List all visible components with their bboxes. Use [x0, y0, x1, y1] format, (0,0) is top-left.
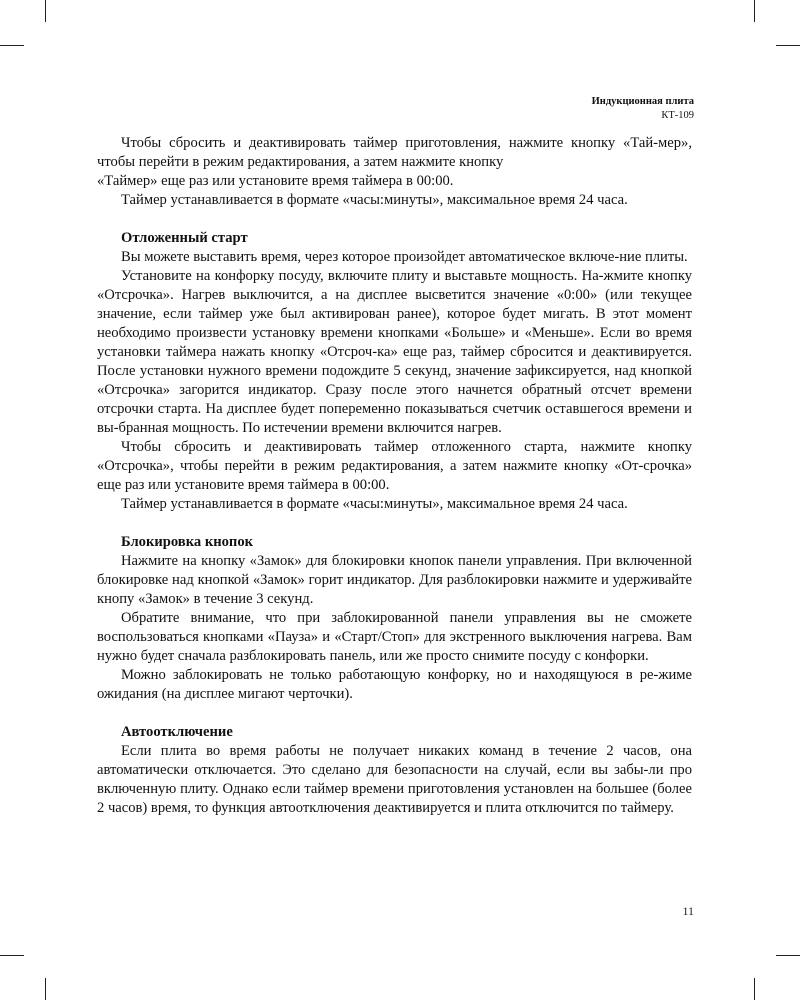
paragraph: Обратите внимание, что при заблокированной панели управления вы не сможете воспользоваться кнопками «Пауза» и «Старт/Стоп» для экстренного выключения нагрева. Вам нужно будет сначала разблокировать панель, или же просто снимите посуду с конфорки. — [97, 610, 692, 664]
crop-mark — [754, 0, 755, 22]
paragraph: Таймер устанавливается в формате «часы:минуты», максимальное время 24 часа. — [121, 496, 628, 512]
paragraph: Вы можете выставить время, через которое произойдет автоматическое включе-ние плиты. — [121, 249, 688, 265]
paragraph: Можно заблокировать не только работающую конфорку, но и находящуюся в ре-жиме ожидания (на дисплее мигают черточки). — [97, 667, 692, 702]
timer-reset-paragraph: Чтобы сбросить и деактивировать таймер приготовления, нажмите кнопку «Тай-мер», чтобы перейти в режим редактирования, а затем нажмите кнопку — [97, 135, 692, 170]
paragraph: Чтобы сбросить и деактивировать таймер отложенного старта, нажмите кнопку «Отсрочка», чтобы перейти в режим редактирования, а затем нажмите кнопку «От-срочка» еще раз или установите время таймера в 00:00. — [97, 439, 692, 493]
page-body — [97, 134, 692, 818]
timer-format-paragraph: Таймер устанавливается в формате «часы:минуты», максимальное время 24 часа. — [121, 192, 628, 208]
section-heading-button-lock: Блокировка кнопок — [121, 534, 254, 550]
section-heading-auto-off: Автоотключение — [121, 724, 233, 740]
crop-mark — [45, 0, 46, 22]
running-header — [592, 95, 694, 123]
paragraph: Если плита во время работы не получает никаких команд в течение 2 часов, она автоматически отключается. Это сделано для безопасности на случай, если вы забы-ли про включенную плиту. Однако если таймер времени приготовления установлен на большее (более 2 часов) время, то функция автоотключения деактивируется и плита отключится по таймеру. — [97, 743, 692, 816]
paragraph: Установите на конфорку посуду, включите плиту и выставьте мощность. На-жмите кнопку «Отсрочка». Нагрев выключится, а на дисплее высветится значение «0:00» (или текущее значение, если таймер уже был активирован ранее), которое будет мигать. В этот момент необходимо произвести установку времени кнопками «Больше» и «Меньше». Если во время установки таймера нажать кнопку «Отсроч-ка» еще раз, таймер сбросится и деактивируется. После установки нужного времени подождите 5 секунд, значение зафиксируется, над кнопкой «Отсрочка» загорится индикатор. Сразу после этого начнется обратный отсчет времени отсрочки старта. На дисплее будет попеременно показываться счетчик оставшегося времени и вы-бранная мощность. По истечении времени включится нагрев. — [97, 268, 692, 436]
timer-reset-paragraph-cont: «Таймер» еще раз или установите время таймера в 00:00. — [97, 173, 454, 189]
crop-mark — [0, 955, 24, 956]
header-model: КТ-109 — [661, 110, 694, 121]
crop-mark — [754, 978, 755, 1000]
paragraph: Нажмите на кнопку «Замок» для блокировки кнопок панели управления. При включенной блокировке над кнопкой «Замок» горит индикатор. Для разблокировки нажмите и удерживайте кнопу «Замок» в течение 3 секунд. — [97, 553, 692, 607]
section-heading-delayed-start: Отложенный старт — [121, 230, 248, 246]
header-title: Индукционная плита — [591, 96, 694, 107]
crop-mark — [776, 955, 800, 956]
page-number: 11 — [682, 904, 694, 918]
crop-mark — [45, 978, 46, 1000]
crop-mark — [776, 45, 800, 46]
crop-mark — [0, 45, 24, 46]
